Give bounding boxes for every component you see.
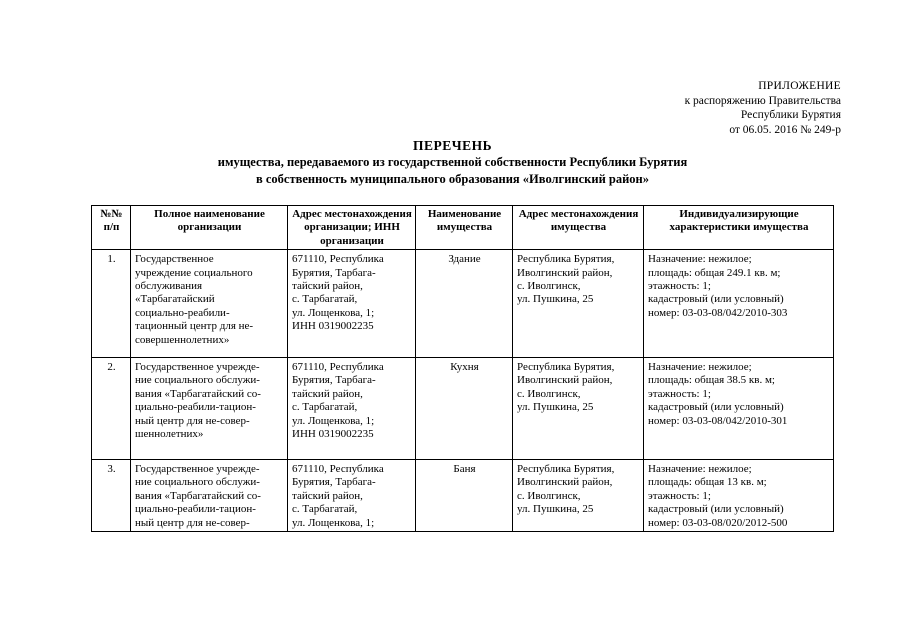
cell-org-name	[131, 460, 288, 532]
org-address-line: Бурятия, Тарбага-	[292, 374, 376, 387]
cell-org-address	[288, 250, 416, 358]
org-address-line: ул. Лощенкова, 1;	[292, 306, 375, 319]
org-name-line: вания «Тарбагатайский со-	[135, 489, 261, 502]
cell-org-name	[131, 358, 288, 460]
property-address-line: ул. Пушкина, 25	[517, 503, 594, 516]
characteristics-line: номер: 03-03-08/042/2010-303	[648, 306, 788, 319]
org-address-line: 671110, Республика	[292, 253, 384, 266]
characteristics-line: кадастровый (или условный)	[648, 503, 784, 516]
org-address-line: тайский район,	[292, 387, 363, 400]
cell-org-name	[131, 250, 288, 358]
org-address-line: с. Тарбагатай,	[292, 503, 358, 516]
property-address-line: с. Иволгинск,	[517, 489, 581, 502]
org-name-line: циально-реабили-тацион-	[135, 503, 256, 516]
org-address-line: Бурятия, Тарбага-	[292, 476, 376, 489]
org-name-line: тационный центр для не-	[135, 320, 254, 333]
org-name-line: шеннолетних»	[135, 428, 204, 441]
org-address-line: с. Тарбагатай,	[292, 293, 358, 306]
cell-org-address	[288, 460, 416, 532]
org-address-line: тайский район,	[292, 280, 363, 293]
org-name-line: ный центр для не-совер-	[135, 414, 250, 427]
appendix-line: к распоряжению Правительства	[684, 94, 841, 107]
cell-characteristics	[644, 250, 834, 358]
org-address-line: Бурятия, Тарбага-	[292, 266, 376, 279]
characteristics-line: Назначение: нежилое;	[648, 253, 752, 266]
characteristics-line: этажность: 1;	[648, 280, 711, 293]
characteristics-line: номер: 03-03-08/042/2010-301	[648, 414, 788, 427]
characteristics-line: площадь: общая 13 кв. м;	[648, 476, 767, 489]
cell-number: 1.	[92, 250, 131, 358]
cell-org-address	[288, 358, 416, 460]
characteristics-line: кадастровый (или условный)	[648, 293, 784, 306]
characteristics-line: этажность: 1;	[648, 387, 711, 400]
org-name-line: Государственное учрежде-	[135, 361, 260, 374]
characteristics-line: площадь: общая 249.1 кв. м;	[648, 266, 781, 279]
characteristics-line: Назначение: нежилое;	[648, 463, 752, 476]
header-characteristics: Индивидуализирующие характеристики имущества	[644, 206, 834, 250]
cell-number: 2.	[92, 358, 131, 460]
property-address-line: Республика Бурятия,	[517, 361, 615, 374]
appendix-date: от 06.05. 2016 № 249-р	[729, 123, 841, 136]
document-title: ПЕРЕЧЕНЬ	[412, 138, 493, 153]
org-name-line: Государственное учрежде-	[135, 463, 260, 476]
appendix-line: Республики Бурятия	[740, 109, 841, 121]
header-number: №№ п/п	[92, 206, 131, 250]
cell-property-name: Здание	[416, 250, 513, 358]
table-row	[92, 460, 834, 532]
property-address-line: Иволгинский район,	[517, 266, 613, 279]
cell-characteristics	[644, 460, 834, 532]
org-address-line: ИНН 0319002235	[292, 428, 374, 441]
table-row	[92, 358, 834, 460]
characteristics-line: Назначение: нежилое;	[648, 361, 752, 374]
cell-property-name: Баня	[416, 460, 513, 532]
org-name-line: Государственное	[135, 253, 214, 266]
org-address-line: 671110, Республика	[292, 361, 384, 374]
document-subtitle: в собственность муниципального образования «Иволгинский район»	[255, 172, 650, 186]
characteristics-line: кадастровый (или условный)	[648, 401, 784, 414]
org-address-line: ИНН 0319002235	[292, 320, 374, 333]
characteristics-line: этажность: 1;	[648, 489, 711, 502]
property-address-line: Иволгинский район,	[517, 374, 613, 387]
org-name-line: ние социального обслужи-	[135, 476, 260, 489]
header-property-address: Адрес местонахождения имущества	[513, 206, 644, 250]
cell-property-name: Кухня	[416, 358, 513, 460]
property-address-line: Иволгинский район,	[517, 476, 613, 489]
characteristics-line: номер: 03-03-08/020/2012-500	[648, 516, 788, 529]
characteristics-line: площадь: общая 38.5 кв. м;	[648, 374, 775, 387]
property-address-line: ул. Пушкина, 25	[517, 293, 594, 306]
org-name-line: обслуживания	[135, 280, 203, 293]
cell-property-address	[513, 358, 644, 460]
org-name-line: учреждение социального	[135, 266, 253, 279]
property-address-line: Республика Бурятия,	[517, 463, 615, 476]
cell-property-address	[513, 460, 644, 532]
org-name-line: «Тарбагатайский	[135, 293, 215, 306]
table-row	[92, 250, 834, 358]
cell-number: 3.	[92, 460, 131, 532]
cell-characteristics	[644, 358, 834, 460]
org-name-line: циально-реабили-тацион-	[135, 401, 256, 414]
header-org-name: Полное наименование организации	[131, 206, 288, 250]
appendix-title: ПРИЛОЖЕНИЕ	[758, 80, 841, 92]
document-heading	[0, 137, 905, 188]
appendix-block	[685, 79, 841, 137]
cell-property-address	[513, 250, 644, 358]
property-address-line: с. Иволгинск,	[517, 387, 581, 400]
org-name-line: вания «Тарбагатайский со-	[135, 387, 261, 400]
org-address-line: 671110, Республика	[292, 463, 384, 476]
org-name-line: ный центр для не-совер-	[135, 516, 250, 529]
org-name-line: социально-реабили-	[135, 306, 230, 319]
property-address-line: Республика Бурятия,	[517, 253, 615, 266]
org-address-line: ул. Лощенкова, 1;	[292, 414, 375, 427]
document-subtitle: имущества, передаваемого из государственной собственности Республики Бурятия	[217, 155, 688, 169]
property-address-line: ул. Пушкина, 25	[517, 401, 594, 414]
header-property-name: Наименование имущества	[416, 206, 513, 250]
property-table	[91, 205, 834, 532]
org-name-line: ние социального обслужи-	[135, 374, 260, 387]
org-address-line: тайский район,	[292, 489, 363, 502]
header-org-address: Адрес местонахождения организации; ИНН организации	[288, 206, 416, 250]
org-address-line: с. Тарбагатай,	[292, 401, 358, 414]
org-name-line: совершеннолетних»	[135, 333, 230, 346]
org-address-line: ул. Лощенкова, 1;	[292, 516, 375, 529]
table-header-row	[92, 206, 834, 250]
property-address-line: с. Иволгинск,	[517, 280, 581, 293]
